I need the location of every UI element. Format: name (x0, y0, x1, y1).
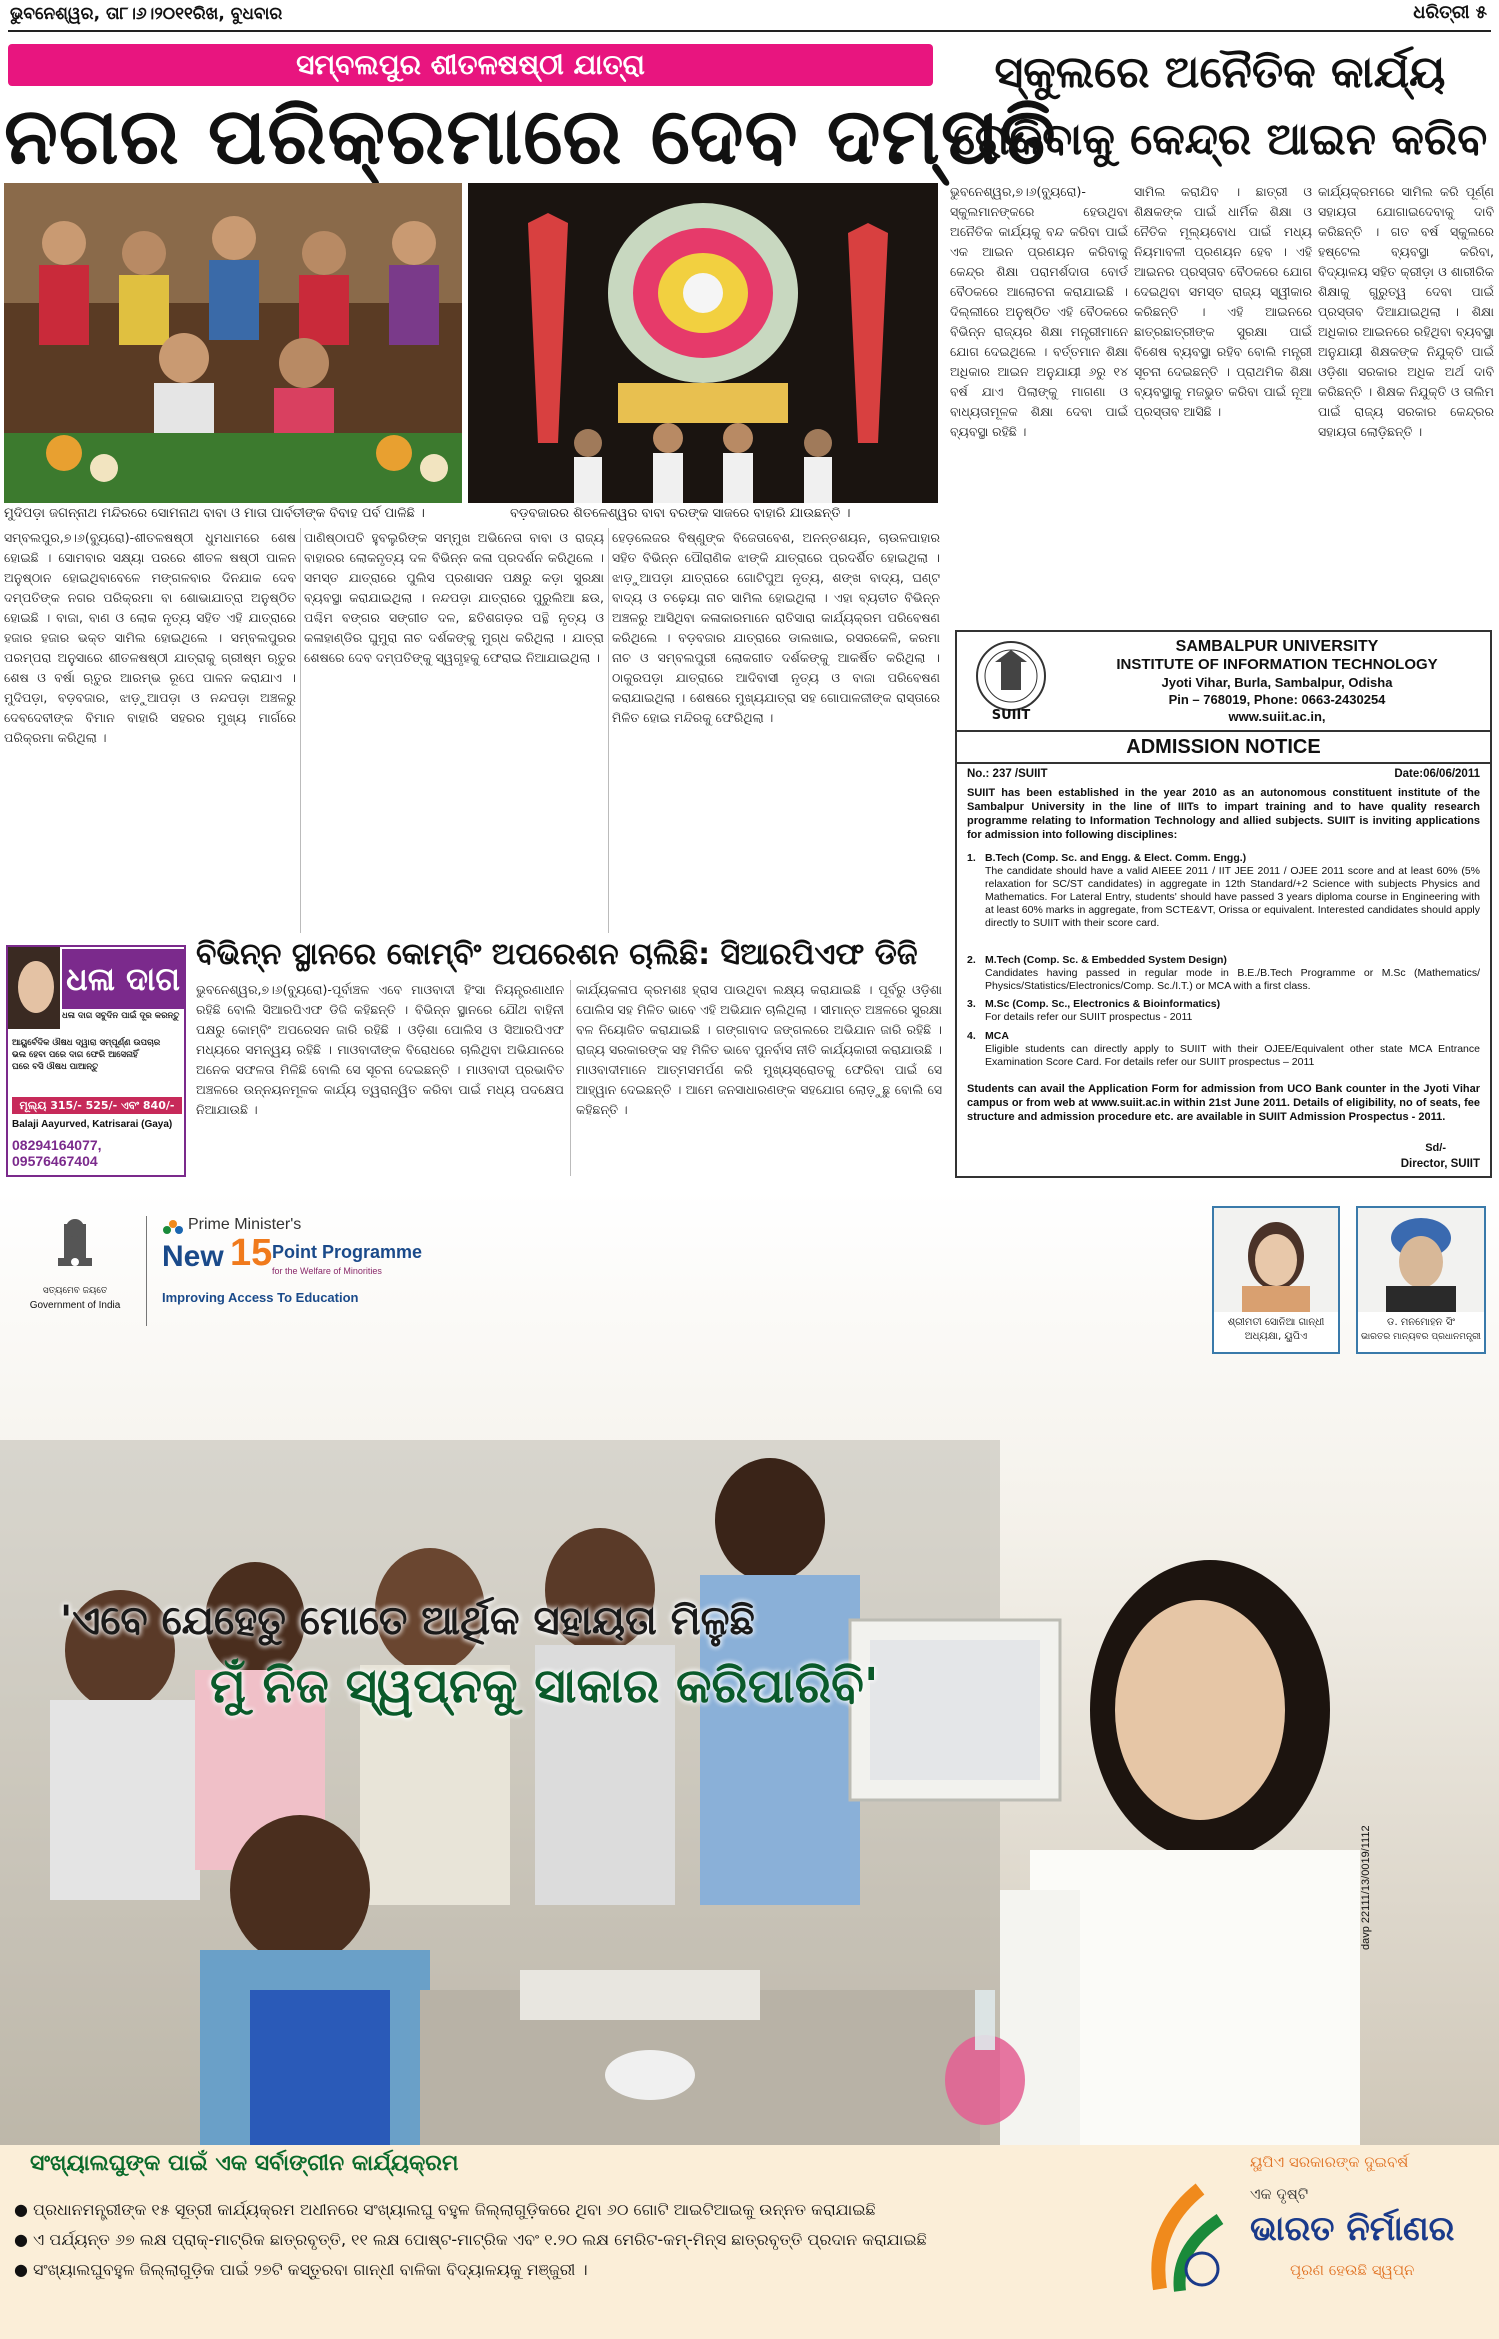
notice-date: Date:06/06/2011 (1394, 768, 1480, 780)
leader1-role: ଅଧ୍ୟକ୍ଷା, ୟୁପିଏ (1244, 1331, 1308, 1342)
item-text: Eligible students can directly apply to SUIIT with their OJEE/Equivalent other state MCA Entrance Examination Score Card. For details refer our SUIIT prospectus – 2011 (985, 1043, 1480, 1068)
bn-top: ୟୁପିଏ ସରକାରଙ୍କ ଦୁଇବର୍ଷ (1250, 2153, 1409, 2171)
suiit-logo-text: SUIIT (991, 708, 1031, 723)
ad-bullet: ● ଏ ପର୍ଯ୍ୟନ୍ତ ୬୭ ଲକ୍ଷ ପ୍ରାକ୍-ମାଟ୍ରିକ ଛାତ୍ରବୃତ୍ତି, ୧୧ ଲକ୍ଷ ପୋଷ୍ଟ-ମାଟ୍ରିକ ଏବଂ ୧.୨୦ ଲକ୍ଷ ମେରିଟ-କମ୍-ମିନ୍ସ ଛାତ୍ରବୃତ୍ତି ପ୍ରଦାନ କରାଯାଇଛି (14, 2230, 927, 2249)
ad-quote-line2: ମୁଁ ନିଜ ସ୍ୱପ୍ନକୁ ସାକାର କରିପାରିବି' (210, 1658, 879, 1714)
pm-icon (162, 1216, 184, 1238)
ad-line: ଭଲ ହେବା ପରେ ଦାଗ ଫେରି ଆସେନାହିଁ (12, 1050, 138, 1060)
col-divider (608, 528, 609, 933)
ad-line: ଘରେ ବସି ଔଷଧ ପାଆନ୍ତୁ (12, 1062, 99, 1072)
ad-bullet-text: ପ୍ରଧାନମନ୍ତ୍ରୀଙ୍କ ୧୫ ସୂତ୍ରୀ କାର୍ଯ୍ୟକ୍ରମ ଅଧୀନରେ ସଂଖ୍ୟାଲଘୁ ବହୁଳ ଜିଲ୍ଲାଗୁଡ଼ିକରେ ଥିବା ୬୦ ଗୋଟି ଆଇଟିଆଇକୁ ଉନ୍ନତ କରାଯାଇଛି (33, 2200, 876, 2219)
pm-new: New (162, 1240, 224, 1273)
ad-company: Balaji Aayurved, Katrisarai (Gaya) (12, 1119, 173, 1130)
ad-bullet-text: ଏ ପର୍ଯ୍ୟନ୍ତ ୬୭ ଲକ୍ଷ ପ୍ରାକ୍-ମାଟ୍ରିକ ଛାତ୍ରବୃତ୍ତି, ୧୧ ଲକ୍ଷ ପୋଷ୍ଟ-ମାଟ୍ରିକ ଏବଂ ୧.୨୦ ଲକ୍ଷ ମେରିଟ-କମ୍-ମିନ୍ସ ଛାତ୍ରବୃତ୍ତି ପ୍ରଦାନ କରାଯାଇଛି (33, 2230, 927, 2249)
ad-divider (146, 1216, 147, 1326)
leader1-name: ଶ୍ରୀମତୀ ସୋନିଆ ଗାନ୍ଧୀ (1227, 1317, 1325, 1328)
ad-bullet: ● ସଂଖ୍ୟାଲଘୁବହୁଳ ଜିଲ୍ଲାଗୁଡ଼ିକ ପାଇଁ ୨୭ଟି କସ୍ତୁରବା ଗାନ୍ଧୀ ବାଳିକା ବିଦ୍ୟାଳୟକୁ ମଞ୍ଜୁରୀ । (14, 2260, 588, 2279)
address-line: Jyoti Vihar, Burla, Sambalpur, Odisha (1161, 675, 1393, 690)
ad-bullet-text: ସଂଖ୍ୟାଲଘୁବହୁଳ ଜିଲ୍ଲାଗୁଡ଼ିକ ପାଇଁ ୨୭ଟି କସ୍ତୁରବା ଗାନ୍ଧୀ ବାଳିକା ବିଦ୍ୟାଳୟକୁ ମଞ୍ଜୁରୀ । (33, 2260, 588, 2279)
story3-col-2: କାର୍ଯ୍ୟକଳାପ କ୍ରମଶଃ ହ୍ରାସ ପାଉଥିବା ଲକ୍ଷ୍ୟ କରାଯାଇଛି । ପୂର୍ବରୁ ଓଡ଼ିଶା ପୋଲିସ ସହ ମିଳିତ ଭାବେ ଏହି ଅଭିଯାନ ଚାଲିଥିଲା । ସୀମାନ୍ତ ଅଞ୍ଚଳରେ ସୁରକ୍ଷା ବଳ ନିୟୋଜିତ କରାଯାଇଛି । ଗଙ୍ଗାବାଦ ଜଙ୍ଗଲରେ ଅଭିଯାନ ଜାରି ରହିଛି । ରାଜ୍ୟ ସରକାରଙ୍କ ସହ ମିଳିତ ଭାବେ ପୁନର୍ବାସ ନୀତି କାର୍ଯ୍ୟକାରୀ କରାଯାଉଛି । ମାଓବାଦୀମାନେ ଆତ୍ମସମର୍ପଣ କରି ମୁଖ୍ୟସ୍ରୋତକୁ ଫେରିବା ପାଇଁ ସେ ଆହ୍ୱାନ ଦେଇଛନ୍ତି । ଆମେ ଜନସାଧାରଣଙ୍କ ସହଯୋଗ ଲୋଡ଼ୁଛୁ ବୋଲି ସେ କହିଛନ୍ତି । (576, 982, 942, 1117)
pm-programme-logo (160, 1214, 423, 1324)
story2-col-2: ସାମିଲ କରାଯିବ । ଛାତ୍ରୀ ଓ ଶିକ୍ଷକଙ୍କ ପାଇଁ ଧାର୍ମିକ ଶିକ୍ଷା ଓ ନୈତିକ ମୂଲ୍ୟବୋଧ ପାଇଁ ମଧ୍ୟ ନିୟମାବଳୀ ପ୍ରଣୟନ ହେବ । ଏହି ଆଇନର ପ୍ରସ୍ତାବ ବୈଠକରେ ଯୋଗ ଦେଇଥିବା ସମସ୍ତ ରାଜ୍ୟ ସ୍ୱୀକାର କରିଛନ୍ତି । ଏହି ଆଇନରେ ଛାତ୍ରଛାତ୍ରୀଙ୍କ ସୁରକ୍ଷା ପାଇଁ ବିଶେଷ ବ୍ୟବସ୍ଥା ରହିବ ବୋଲି ମନ୍ତ୍ରୀ ସୂଚନା ଦେଇଛନ୍ତି । ପ୍ରାଥମିକ ଶିକ୍ଷା ବ୍ୟବସ୍ଥାକୁ ମଜଭୁତ କରିବା ପାଇଁ ନୂଆ ପ୍ରସ୍ତାବ ଆସିଛି । (1134, 184, 1312, 419)
page-label: ଧରିତ୍ରୀ ୫ (1413, 2, 1487, 23)
suiit-logo (965, 638, 1057, 726)
story1-kicker: ସମ୍ବଲପୁର ଶୀତଳଷଷ୍ଠୀ ଯାତ୍ରା (8, 44, 933, 86)
ad-bottom-title: ସଂଖ୍ୟାଲଘୁଙ୍କ ପାଇଁ ଏକ ସର୍ବାଙ୍ଗୀନ କାର୍ଯ୍ୟକ୍ରମ (30, 2151, 459, 2176)
col-divider (300, 528, 301, 933)
story1-col-1: ସମ୍ବଲପୁର,୭।୬(ବ୍ୟୁରୋ)-ଶୀତଳଷଷ୍ଠୀ ଧୁମଧାମରେ ଶେଷ ହୋଇଛି । ସୋମବାର ସକ୍ଷ୍ୟା ପରରେ ଶୀତଳ ଷଷ୍ଠୀ ପାଳନ ଅନୁଷ୍ଠାନ ହୋଇଥିବାବେଳେ ମଙ୍ଗଳବାର ଦିନଯାକ ଦେବ ଦମ୍ପତିଙ୍କ ନଗର ପରିକ୍ରମା ବା ଶୋଭାଯାତ୍ରା ଅନୁଷ୍ଠିତ ହୋଇଛି । ବାଜା, ବାଣ ଓ ଲୋକ ନୃତ୍ୟ ସହିତ ଏହି ଯାତ୍ରାରେ ହଜାର ହଜାର ଭକ୍ତ ସାମିଲ ହୋଇଥିଲେ । ସମ୍ବଲପୁରର ପରମ୍ପରା ଅନୁସାରେ ଶୀତଳଷଷ୍ଠୀ ଯାତ୍ରାକୁ ଗ୍ରୀଷ୍ମ ଋତୁର ଶେଷ ଓ ବର୍ଷା ଋତୁର ଆରମ୍ଭ ରୂପେ ପାଳନ କରାଯାଏ । ମୁଦିପଡ଼ା, ବଡ଼ବଜାର, ଝାଡ଼ୁଆପଡ଼ା ଓ ନନ୍ଦପଡ଼ା ଅଞ୍ଚଳରୁ ଦେବଦେବୀଙ୍କ ବିମାନ ବାହାରି ସହରର ମୁଖ୍ୟ ମାର୍ଗରେ ପରିକ୍ରମା କରିଥିଲା । (4, 530, 296, 745)
goi-label: Government of India (29, 1300, 121, 1311)
item-title: M.Tech (Comp. Sc. & Embedded System Design) (985, 954, 1227, 966)
pm-point: Point Programme (272, 1242, 423, 1262)
ad-bottom-band (0, 2145, 1499, 2339)
story1-photo-left (4, 183, 462, 503)
ad-lines (12, 1037, 182, 1073)
story1-col-3: ହେଡ଼ଲେଜର ବିଷ୍ଣୁଙ୍କ ବିଜେତାବେଶ, ଅନନ୍ତଶୟନ, ଚାଉଳପାହାର ସହିତ ବିଭିନ୍ନ ପୌରାଣିକ ଝାଙ୍କି ଯାତ୍ରାରେ ପ୍ରଦର୍ଶିତ ହୋଇଥିଲା । ଝାଡ଼ୁଆପଡ଼ା ଯାତ୍ରାରେ ଗୋଟିପୁଅ ନୃତ୍ୟ, ଶଙ୍ଖ ବାଦ୍ୟ, ଘଣ୍ଟ ବାଦ୍ୟ ଓ ଚଢ଼େୟା ନାଚ ସାମିଲ ହୋଇଥିଲା । ଏହା ବ୍ୟତୀତ ବିଭିନ୍ନ ଅଞ୍ଚଳରୁ ଆସିଥିବା କଳାକାରମାନେ ରାତିସାରା କାର୍ଯ୍ୟକ୍ରମ ପରିବେଷଣ କରିଥିଲେ । ବଡ଼ବଜାର ଯାତ୍ରାରେ ଡାଲଖାଇ, ରସରକେଳି, କରମା ନାଚ ଓ ସମ୍ବଲପୁରୀ ଲୋକଗୀତ ଦର୍ଶକଙ୍କୁ ଆକର୍ଷିତ କରିଥିଲା । ଠାକୁରପଡ଼ା ଯାତ୍ରାରେ ଆଦିବାସୀ ନୃତ୍ୟ ଓ ବାଜା ପରିବେଷଣ କରାଯାଇଥିଲା । ଶେଷରେ ମୁଖ୍ୟଯାତ୍ରା ସହ ଗୋପାଳଜୀଙ୍କ ରାସ୍ତାରେ ମିଳିତ ହୋଇ ମନ୍ଦିରକୁ ଫେରିଥିଲା । (612, 530, 940, 725)
story2-col-3: କାର୍ଯ୍ୟକ୍ରମରେ ସାମିଲ କରି ପୂର୍ଣ୍ଣ ସହାୟତା ଯୋଗାଇଦେବାକୁ ଦାବି କରିଛନ୍ତି । ଗତ ବର୍ଷ ସ୍କୁଲରେ ହଷ୍ଟେଲ ବ୍ୟବସ୍ଥା କରିବା, ବିଦ୍ୟାଳୟ ସହିତ କ୍ରୀଡ଼ା ଓ ଶାରୀରିକ ଶିକ୍ଷାକୁ ଗୁରୁତ୍ୱ ଦେବା ପାଇଁ ପ୍ରସ୍ତାବ ଦିଆଯାଇଥିଲା । ଶିକ୍ଷା ଅଧିକାର ଆଇନରେ ରହିଥିବା ବ୍ୟବସ୍ଥା ଅନୁଯାୟୀ ଶିକ୍ଷକଙ୍କ ନିଯୁକ୍ତି ପାଇଁ ଓଡ଼ିଶା ସରକାର ଅଧିକ ଅର୍ଥ ଦାବି କରିଛନ୍ତି । ଶିକ୍ଷକ ନିଯୁକ୍ତି ଓ ତାଲିମ ପାଇଁ ରାଜ୍ୟ ସରକାର କେନ୍ଦ୍ରର ସହାୟତା ଲୋଡ଼ିଛନ୍ତି । (1318, 184, 1494, 439)
story1-col-2: ପାଣିଷ୍ଠାପତି ହୁବଲୁରିଙ୍କ ସମ୍ମୁଖ ଅଭିନେତା ବାବା ଓ ରାଜ୍ୟ ବାହାରର ଲୋକନୃତ୍ୟ ଦଳ ବିଭିନ୍ନ କଳା ପ୍ରଦର୍ଶନ କରିଥିଲେ । ସମସ୍ତ ଯାତ୍ରାରେ ପୁଲିସ ପ୍ରଶାସନ ପକ୍ଷରୁ କଡ଼ା ସୁରକ୍ଷା ବ୍ୟବସ୍ଥା କରାଯାଇଥିଲା । ନନ୍ଦପଡ଼ା ଯାତ୍ରାରେ ପୁରୁଲିଆ ଛଉ, ପଶ୍ଚିମ ବଙ୍ଗର ସଙ୍ଗୀତ ଦଳ, ଛତିଶଗଡ଼ର ପନ୍ଥି ନୃତ୍ୟ ଓ କଳାହାଣ୍ଡିର ଘୁମୁରା ନାଚ ଦର୍ଶକଙ୍କୁ ମୁଗ୍ଧ କରିଥିଲା । ଯାତ୍ରା ଶେଷରେ ଦେବ ଦମ୍ପତିଙ୍କୁ ସ୍ୱଗୃହକୁ ଫେରାଇ ନିଆଯାଇଥିଲା । (304, 530, 604, 665)
bn-bottom: ପୂରଣ ହେଉଛି ସ୍ୱପ୍ନ (1290, 2261, 1415, 2279)
ad-face-photo (8, 947, 60, 1029)
pin-phone: Pin – 768019, Phone: 0663-2430254 (1168, 692, 1386, 707)
dhala-daga-ad (6, 945, 186, 1177)
item-title: M.Sc (Comp. Sc., Electronics & Bioinformatics) (985, 998, 1221, 1010)
institute-name: INSTITUTE OF INFORMATION TECHNOLOGY (1116, 656, 1438, 673)
notice-title-rule (957, 762, 1490, 764)
dateline: ଭୁବନେଶ୍ୱର, ତା୮।୬।୨୦୧୧ରିଖ, ବୁଧବାର (10, 4, 283, 24)
notice-item (967, 954, 1480, 993)
item-text: Candidates having passed in regular mode in B.E./B.Tech Programme or M.Sc (Mathematics/ Physics/Statistics/Electronics/Comp. Sc./I.T.) or MCA with a first class. (985, 967, 1480, 992)
pm-tagline: Improving Access To Education (162, 1290, 359, 1305)
ad-price: ମୂଲ୍ୟ 315/- 525/- ଏବଂ 840/- (12, 1097, 182, 1114)
notice-item (967, 1030, 1480, 1069)
leader2-card (1356, 1206, 1486, 1354)
davp-code: davp 22111/13/0019/1112 (1360, 1825, 1372, 1950)
item-text: For details refer our SUIIT prospectus - 2011 (985, 1011, 1193, 1023)
pm-welfare: for the Welfare of Minorities (272, 1266, 382, 1276)
pm-num: 15 (230, 1232, 273, 1274)
header-rule (8, 30, 1491, 32)
admission-notice (955, 630, 1492, 1178)
notice-title: ADMISSION NOTICE (1126, 736, 1321, 758)
ad-line: ଧଳା ଦାଗ ସବୁଦିନ ପାଇଁ ଦୂର କରନ୍ତୁ (62, 1011, 180, 1021)
story1-headline: ନଗର ପରିକ୍ରମାରେ ଦେବ ଦମ୍ପତି (4, 92, 1057, 182)
leader2-photo (1358, 1208, 1484, 1312)
story2-headline-line1: ସ୍କୁଲରେ ଅନୈତିକ କାର୍ଯ୍ୟ (994, 47, 1446, 98)
item-number: 3. (967, 998, 976, 1010)
story1-photo-right (468, 183, 938, 503)
bn-main: ଭାରତ ନିର୍ମାଣର (1250, 2209, 1455, 2249)
ad-lines (62, 1011, 184, 1022)
notice-footer: Students can avail the Application Form for admission from UCO Bank counter in the Jyoti Vihar campus or from web at www.suiit.ac.in within 21st June 2011. Details of eligibility, no of seats, fee structure and admission procedure etc. are available in SUIIT Admission Prospectus - 2011. (967, 1083, 1480, 1123)
story3-col-1: ଭୁବନେଶ୍ୱର,୭।୬(ବ୍ୟୁରୋ)-ପୂର୍ବାଞ୍ଚଳ ଏବେ ମାଓବାଦୀ ହିଂସା ନିୟନ୍ତ୍ରଣାଧୀନ ରହିଛି ବୋଲି ସିଆରପିଏଫ ଡିଜି କହିଛନ୍ତି । ବିଭିନ୍ନ ସ୍ଥାନରେ ଯୌଥ ବାହିନୀ ପକ୍ଷରୁ କୋମ୍ବିଂ ଅପରେସନ ଜାରି ରହିଛି । ଓଡ଼ିଶା ପୋଲିସ ଓ ସିଆରପିଏଫ ମଧ୍ୟରେ ସମନ୍ୱୟ ରହିଛି । ମାଓବାଦୀଙ୍କ ବିରୋଧରେ ଚାଲିଥିବା ଅଭିଯାନରେ ଅନେକ ସଫଳତା ମିଳିଛି ବୋଲି ସେ ସୂଚନା ଦେଇଛନ୍ତି । ମାଓବାଦୀ ପ୍ରଭାବିତ ଅଞ୍ଚଳରେ ଉନ୍ନୟନମୂଳକ କାର୍ଯ୍ୟ ତ୍ୱରାନ୍ୱିତ କରିବା ପାଇଁ ମଧ୍ୟ ପଦକ୍ଷେପ ନିଆଯାଉଛି । (196, 982, 564, 1117)
university-name: SAMBALPUR UNIVERSITY (1175, 638, 1379, 655)
story2-headline-line2: ରୋକିବାକୁ କେନ୍ଦ୍ର ଆଇନ କରିବ (952, 114, 1488, 165)
item-number: 1. (967, 852, 976, 864)
ad-bullet-list (14, 2195, 1114, 2285)
bn-mid: ଏକ ଦୃଷ୍ଟି (1250, 2185, 1309, 2203)
leader1-card (1212, 1206, 1340, 1354)
story1-caption-left: ମୁଦିପଡ଼ା ଜଗନ୍ନାଥ ମନ୍ଦିରରେ ସୋମନାଥ ବାବା ଓ ମାତା ପାର୍ବତୀଙ୍କ ବିବାହ ପର୍ବ ପାଳିଛି । (4, 506, 425, 521)
goi-motto: ସତ୍ୟମେବ ଜୟତେ (42, 1286, 108, 1296)
item-title: B.Tech (Comp. Sc. and Engg. & Elect. Comm. Engg.) (985, 852, 1247, 864)
story2-col-1: ଭୁବନେଶ୍ୱର,୭।୬(ବ୍ୟୁରୋ)-ସ୍କୁଲମାନଙ୍କରେ ହେଉଥିବା ଅନୈତିକ କାର୍ଯ୍ୟକୁ ବନ୍ଦ କରିବା ପାଇଁ ଏକ ଆଇନ ପ୍ରଣୟନ କରିବାକୁ କେନ୍ଦ୍ର ଶିକ୍ଷା ପରାମର୍ଶଦାତା ବୋର୍ଡ ବୈଠକରେ ଆଲୋଚନା କରାଯାଇଛି । ଦିଲ୍ଲୀରେ ଅନୁଷ୍ଠିତ ଏହି ବୈଠକରେ ବିଭିନ୍ନ ରାଜ୍ୟର ଶିକ୍ଷା ମନ୍ତ୍ରୀମାନେ ଯୋଗ ଦେଇଥିଲେ । ବର୍ତ୍ତମାନ ଶିକ୍ଷା ଅଧିକାର ଆଇନ ଅନୁଯାୟୀ ୬ରୁ ୧୪ ବର୍ଷ ଯାଏ ପିଲାଙ୍କୁ ମାଗଣା ଓ ବାଧ୍ୟତାମୂଳକ ଶିକ୍ଷା ଦେବା ପାଇଁ ବ୍ୟବସ୍ଥା ରହିଛି । (950, 184, 1128, 439)
ad-title: ଧଳା ଦାଗ (62, 949, 184, 1009)
notice-ref: No.: 237 /SUIIT (967, 768, 1048, 780)
notice-intro: SUIIT has been established in the year 2010 as an autonomous constituent institute of the Sambalpur University in the line of IIITs to impart training and to have quality research programme relating to Information Technology and allied subjects. SUIIT is inviting applications for admission into following disciplines: (967, 787, 1480, 841)
item-number: 2. (967, 954, 976, 966)
bn-chakra-icon (1140, 2179, 1240, 2299)
notice-sd: Sd/- (1425, 1142, 1446, 1154)
col-divider (570, 980, 571, 1176)
pm-line1: Prime Minister's (188, 1216, 302, 1233)
story1-caption-right: ବଡ଼ବଜାରର ଶିତଳେଶ୍ୱର ବାବା ବରଙ୍କ ସାଜରେ ବାହାରି ଯାଉଛନ୍ତି । (510, 506, 851, 521)
ad-phone: 08294164077, 09576467404 (12, 1137, 102, 1169)
notice-signatory: Director, SUIIT (1400, 1158, 1480, 1170)
item-title: MCA (985, 1030, 1009, 1042)
ad-bullet: ● ପ୍ରଧାନମନ୍ତ୍ରୀଙ୍କ ୧୫ ସୂତ୍ରୀ କାର୍ଯ୍ୟକ୍ରମ ଅଧୀନରେ ସଂଖ୍ୟାଲଘୁ ବହୁଳ ଜିଲ୍ଲାଗୁଡ଼ିକରେ ଥିବା ୬୦ ଗୋଟି ଆଇଟିଆଇକୁ ଉନ୍ନତ କରାଯାଇଛି (14, 2200, 876, 2219)
item-number: 4. (967, 1030, 976, 1042)
story3-headline: ବିଭିନ୍ନ ସ୍ଥାନରେ କୋମ୍ବିଂ ଅପରେଶନ ଚାଲିଛି: ସିଆରପିଏଫ ଡିଜି (196, 937, 918, 972)
goi-emblem (40, 1218, 110, 1288)
leader2-role: ଭାରତର ମାନ୍ୟବର ପ୍ରଧାନମନ୍ତ୍ରୀ (1361, 1332, 1481, 1342)
website-link[interactable]: www.suiit.ac.in, (1228, 709, 1326, 724)
ad-quote-line1: 'ଏବେ ଯେହେତୁ ମୋତେ ଆର୍ଥିକ ସହାୟତା ମିଳୁଛି (60, 1598, 755, 1644)
notice-masthead (1067, 638, 1487, 725)
leader1-photo (1214, 1208, 1338, 1312)
notice-title-rule (957, 730, 1490, 732)
bharat-nirman-logo (1140, 2149, 1490, 2329)
govt-advertisement (0, 1190, 1499, 2339)
notice-item (967, 852, 1480, 930)
notice-item (967, 998, 1480, 1024)
leader2-name: ଡ. ମନମୋହନ ସିଂ (1387, 1317, 1455, 1328)
item-text: The candidate should have a valid AIEEE 2011 / IIT JEE 2011 / OJEE 2011 score and at least 60% (5% relaxation for SC/ST candidates) in aggregate in 12th Standard/+2 Science with subjects Physics and Mathematics. For Lateral Entry, students' should have passed 3 years diploma course in Engineering with at least 60% marks in aggregate, from SCTE&VT, Orissa or equivalent. Interested candidates should apply directly to SUIIT with their score card. (985, 865, 1480, 929)
ad-line: ଆୟୁର୍ବେଦିକ ଔଷଧ ଦ୍ୱାରା ସମ୍ପୂର୍ଣ୍ଣ ଉପଚାର (12, 1038, 161, 1048)
